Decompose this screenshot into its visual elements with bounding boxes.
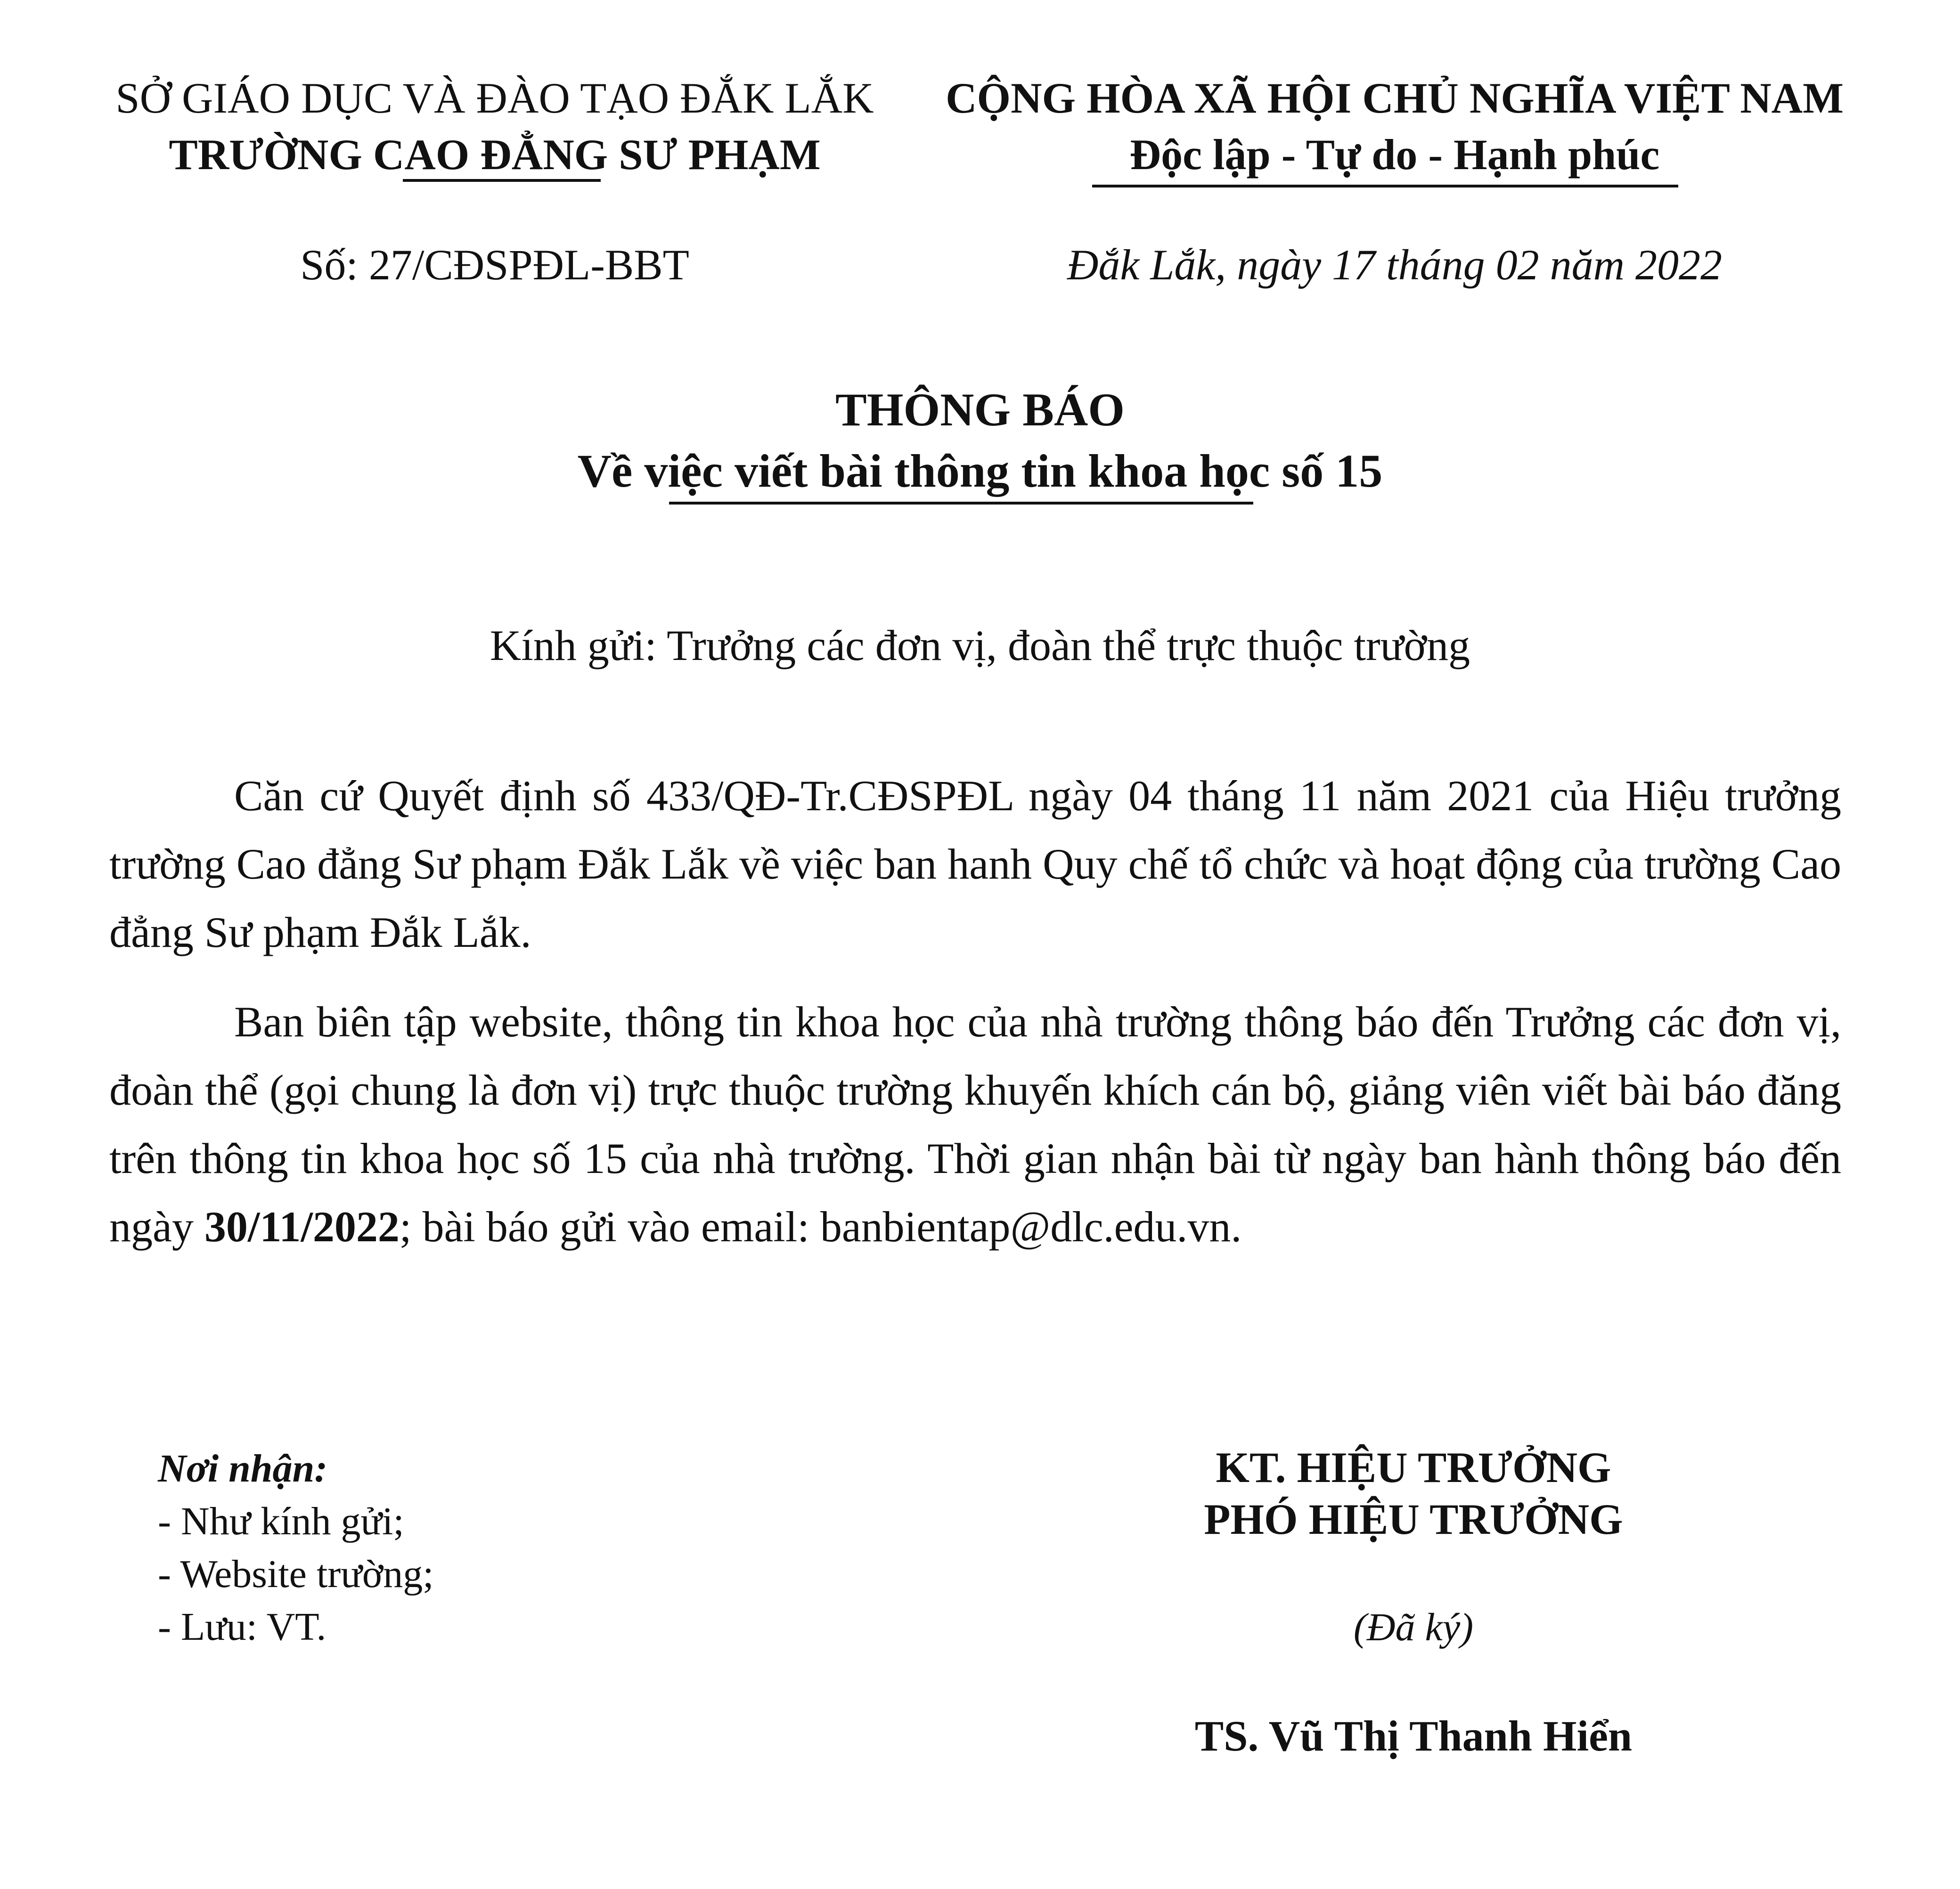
motto-underline — [1092, 185, 1678, 187]
signed-note: (Đã ký) — [1353, 1605, 1474, 1649]
document-number: Số: 27/CĐSPĐL-BBT — [300, 241, 689, 289]
subject-underline — [669, 502, 1253, 505]
recipient-item: - Lưu: VT. — [158, 1605, 327, 1649]
agency-name: SỞ GIÁO DỤC VÀ ĐÀO TẠO ĐẮK LẮK — [115, 74, 874, 122]
national-motto: Độc lập - Tự do - Hạnh phúc — [1129, 130, 1660, 179]
notice-title: THÔNG BÁO — [835, 383, 1125, 436]
addressee-line: Kính gửi: Trưởng các đơn vị, đoàn thể trực thuộc trường — [490, 621, 1470, 669]
place-and-date: Đắk Lắk, ngày 17 tháng 02 năm 2022 — [1067, 241, 1723, 289]
notice-subject: Về việc viết bài thông tin khoa học số 15 — [577, 445, 1383, 497]
nation-name: CỘNG HÒA XÃ HỘI CHỦ NGHĨA VIỆT NAM — [946, 74, 1844, 122]
school-name: TRƯỜNG CAO ĐẲNG SƯ PHẠM — [169, 130, 821, 179]
recipient-item: - Website trường; — [158, 1552, 434, 1596]
signature-title-1: KT. HIỆU TRƯỞNG — [1216, 1443, 1611, 1491]
signature-title-2: PHÓ HIỆU TRƯỞNG — [1204, 1495, 1623, 1543]
paragraph-2-text: Ban biên tập website, thông tin khoa học của nhà trường thông báo đến Trưởng các đơn vị, đoàn thể (gọi chung là đơn vị) trực thuộc trường khuyến khích cán bộ, giảng viên viết bài báo đăng trên thông tin khoa học số 15 của nhà trường. Thời gian nhận bài từ ngày ban hành thông báo đến ngày — [109, 998, 1841, 1251]
submission-deadline: 30/11/2022 — [204, 1203, 400, 1251]
signer-name: TS. Vũ Thị Thanh Hiển — [1194, 1712, 1633, 1760]
recipient-item: - Như kính gửi; — [158, 1499, 404, 1543]
school-underline — [403, 179, 601, 182]
paragraph-2-email: ; bài báo gửi vào email: banbientap@dlc.edu.vn. — [399, 1203, 1242, 1251]
notice-body — [109, 762, 1841, 1261]
body-paragraph-2 — [109, 988, 1841, 1261]
recipients-heading: Nơi nhận: — [158, 1447, 328, 1490]
body-paragraph-1: Căn cứ Quyết định số 433/QĐ-Tr.CĐSPĐL ngày 04 tháng 11 năm 2021 của Hiệu trưởng trường Cao đẳng Sư phạm Đắk Lắk về việc ban hanh Quy chế tổ chức và hoạt động của trường Cao đẳng Sư phạm Đắk Lắk. — [109, 772, 1841, 956]
